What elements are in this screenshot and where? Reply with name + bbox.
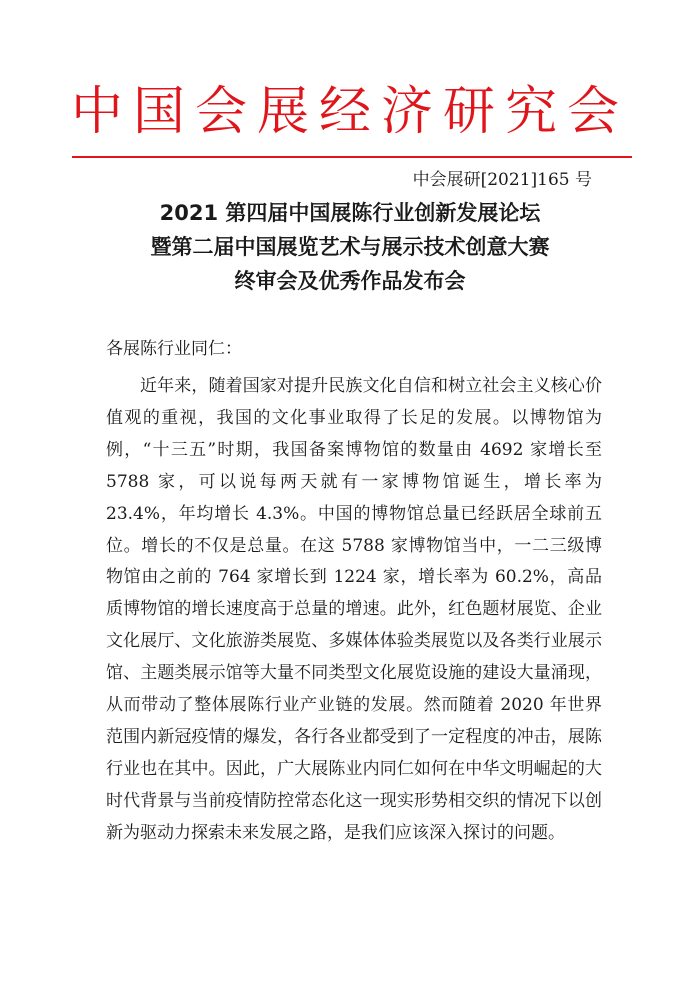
headline-line-2: 暨第二届中国展览艺术与展示技术创意大赛: [150, 235, 550, 259]
headline-line-3: 终审会及优秀作品发布会: [234, 269, 466, 293]
red-divider: [72, 156, 632, 158]
salutation: 各展陈行业同仁：: [106, 339, 242, 359]
headline-line-1: 2021 第四届中国展陈行业创新发展论坛: [159, 201, 541, 225]
organization-title: 中国会展经济研究会: [70, 82, 629, 142]
body-paragraph: 近年来，随着国家对提升民族文化自信和树立社会主义核心价值观的重视，我国的文化事业取得了长足的发展。以博物馆为例，“十三五”时期，我国备案博物馆的数量由 4692 家增长至 5788 家，可以说每两天就有一家博物馆诞生，增长率为 23.4%，年均增长 4.3%。中国的博物馆总量已经跃居全球前五位。增长的不仅是总量。在这 5788 家博物馆当中，一二三级博物馆由之前的 764 家增长到 1224 家，增长率为 60.2%，高品质博物馆的增长速度高于总量的增速。此外，红色题材展览、企业文化展厅、文化旅游类展览、多媒体体验类展览以及各类行业展示馆、主题类展示馆等大量不同类型文化展览设施的建设大量涌现，从而带动了整体展陈行业产业链的发展。然而随着 2020 年世界范围内新冠疫情的爆发，各行各业都受到了一定程度的冲击，展陈行业也在其中。因此，广大展陈业内同仁如何在中华文明崛起的大时代背景与当前疫情防控常态化这一现实形势相交织的情况下以创新为驱动力探索未来发展之路，是我们应该深入探讨的问题。: [106, 376, 602, 843]
document-number: 中会展研[2021]165 号: [412, 170, 592, 190]
